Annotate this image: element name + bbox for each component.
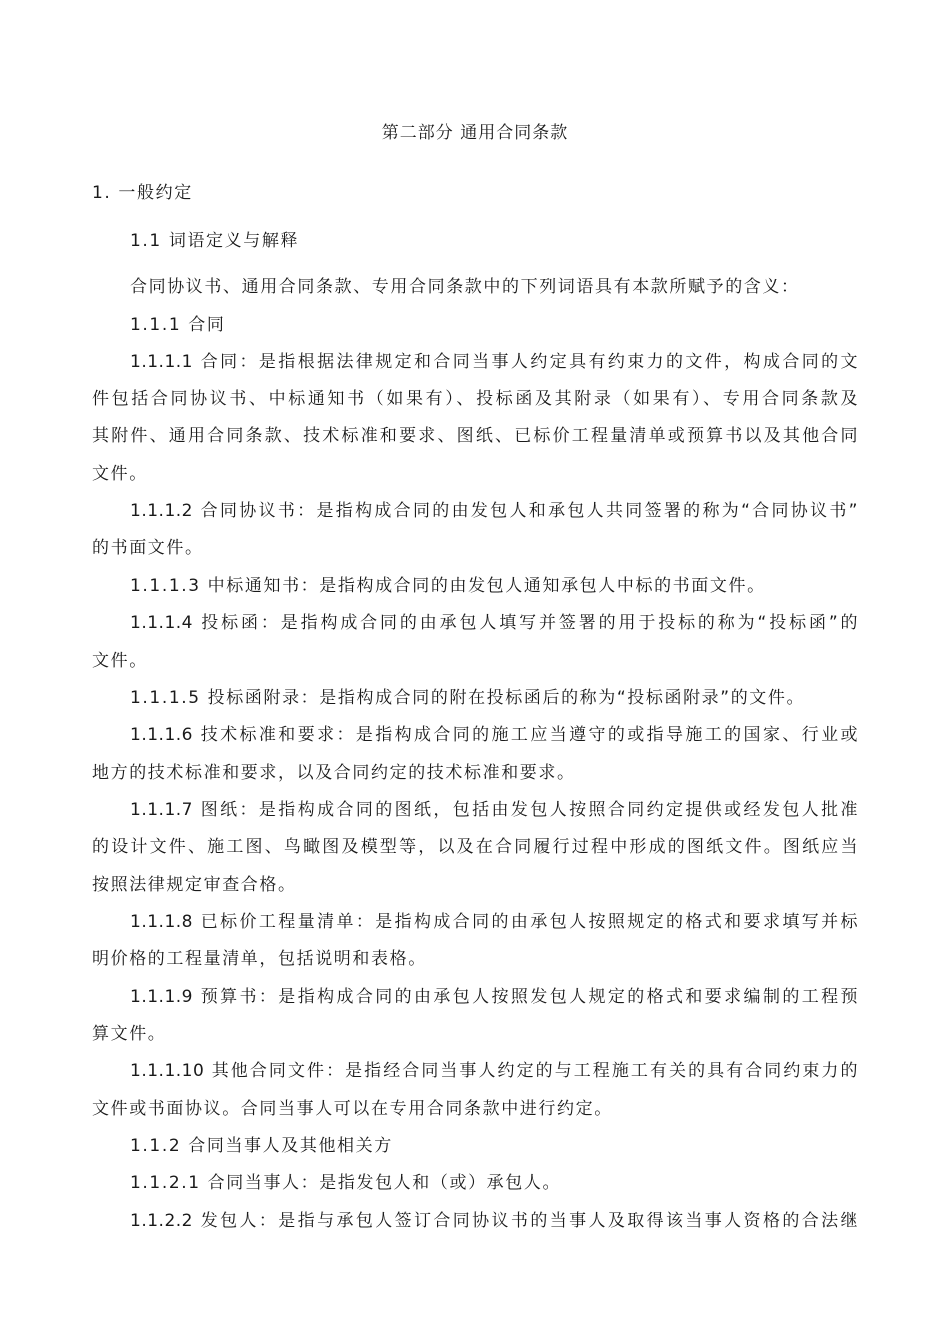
clause-1116-line: 1.1.1.6 技术标准和要求：是指构成合同的施工应当遵守的或指导施工的国家、行业或 <box>130 725 858 745</box>
clause-1119-line: 1.1.1.9 预算书：是指构成合同的由承包人按照发包人规定的格式和要求编制的工程预 <box>130 987 858 1007</box>
intro-paragraph: 合同协议书、通用合同条款、专用合同条款中的下列词语具有本款所赋予的含义： <box>130 277 800 297</box>
section-heading-1-1: 1.1 词语定义与解释 <box>130 231 300 251</box>
clause-11110-line: 文件或书面协议。合同当事人可以在专用合同条款中进行约定。 <box>92 1099 613 1119</box>
clause-1111-line: 其附件、通用合同条款、技术标准和要求、图纸、已标价工程量清单或预算书以及其他合同 <box>92 426 858 446</box>
page-title: 第二部分 通用合同条款 <box>381 123 569 143</box>
section-heading-1-1-1: 1.1.1 合同 <box>130 315 226 335</box>
clause-1117-line: 的设计文件、施工图、鸟瞰图及模型等，以及在合同履行过程中形成的图纸文件。图纸应当 <box>92 837 858 857</box>
clause-1118-line: 明价格的工程量清单，包括说明和表格。 <box>92 949 427 969</box>
clause-1118-line: 1.1.1.8 已标价工程量清单：是指构成合同的由承包人按照规定的格式和要求填写并标 <box>130 912 858 932</box>
clause-1111-line: 1.1.1.1 合同：是指根据法律规定和合同当事人约定具有约束力的文件，构成合同的文 <box>130 352 858 372</box>
section-heading-1-1-2: 1.1.2 合同当事人及其他相关方 <box>130 1136 393 1156</box>
clause-1112-line: 的书面文件。 <box>92 538 204 558</box>
clause-1117-line: 1.1.1.7 图纸：是指构成合同的图纸，包括由发包人按照合同约定提供或经发包人批准 <box>130 800 858 820</box>
clause-1113-line: 1.1.1.3 中标通知书：是指构成合同的由发包人通知承包人中标的书面文件。 <box>130 576 766 596</box>
clause-1122-line: 1.1.2.2 发包人：是指与承包人签订合同协议书的当事人及取得该当事人资格的合法继 <box>130 1211 858 1231</box>
clause-1119-line: 算文件。 <box>92 1024 167 1044</box>
clause-1112-line: 1.1.1.2 合同协议书：是指构成合同的由发包人和承包人共同签署的称为“合同协议书” <box>130 501 858 521</box>
clause-1115-line: 1.1.1.5 投标函附录：是指构成合同的附在投标函后的称为“投标函附录”的文件。 <box>130 688 806 708</box>
clause-1111-line: 文件。 <box>92 464 148 484</box>
clause-1117-line: 按照法律规定审查合格。 <box>92 875 297 895</box>
clause-1114-line: 1.1.1.4 投标函：是指构成合同的由承包人填写并签署的用于投标的称为“投标函”的 <box>130 613 858 633</box>
clause-11110-line: 1.1.1.10 其他合同文件：是指经合同当事人约定的与工程施工有关的具有合同约束力的 <box>130 1061 858 1081</box>
clause-1114-line: 文件。 <box>92 651 148 671</box>
section-heading-1: 1. 一般约定 <box>92 183 193 203</box>
clause-1121-line: 1.1.2.1 合同当事人：是指发包人和（或）承包人。 <box>130 1173 562 1193</box>
clause-1116-line: 地方的技术标准和要求，以及合同约定的技术标准和要求。 <box>92 763 576 783</box>
clause-1111-line: 件包括合同协议书、中标通知书（如果有）、投标函及其附录（如果有）、专用合同条款及 <box>92 389 858 409</box>
